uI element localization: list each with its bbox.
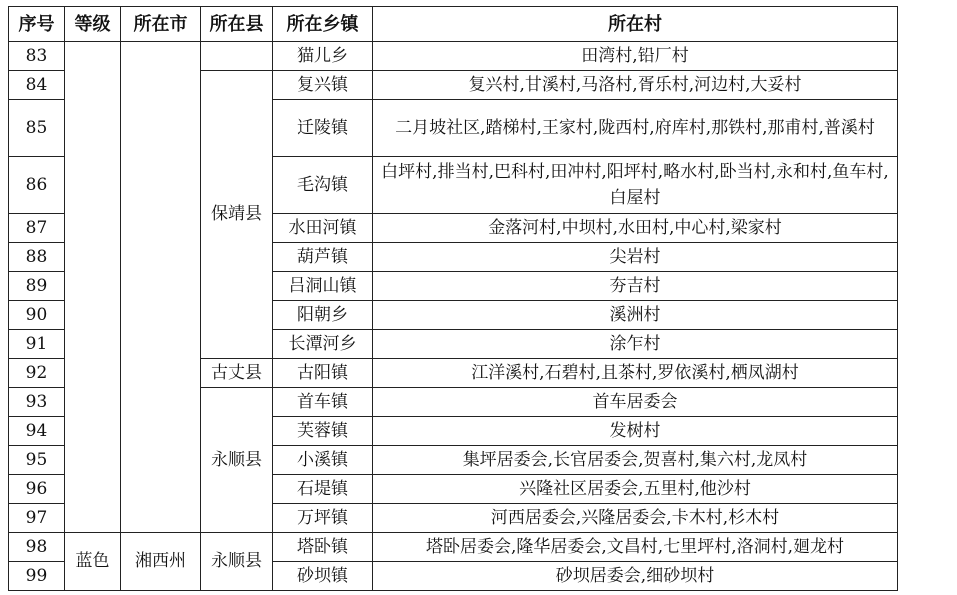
town-cell: 迁陵镇 xyxy=(273,100,373,157)
village-cell: 田湾村,铅厂村 xyxy=(373,42,898,71)
village-table-container xyxy=(8,6,898,591)
town-cell: 水田河镇 xyxy=(273,214,373,243)
header-seq: 序号 xyxy=(9,7,65,42)
seq-cell: 86 xyxy=(9,157,65,214)
table-row xyxy=(9,533,898,562)
village-cell: 夯吉村 xyxy=(373,272,898,301)
county-cell-guzhang: 古丈县 xyxy=(201,359,273,388)
seq-cell: 93 xyxy=(9,388,65,417)
seq-cell: 92 xyxy=(9,359,65,388)
seq-cell: 95 xyxy=(9,446,65,475)
header-level: 等级 xyxy=(65,7,121,42)
seq-cell: 84 xyxy=(9,71,65,100)
seq-cell: 88 xyxy=(9,243,65,272)
header-village: 所在村 xyxy=(373,7,898,42)
town-cell: 小溪镇 xyxy=(273,446,373,475)
village-cell: 涂乍村 xyxy=(373,330,898,359)
village-cell: 首车居委会 xyxy=(373,388,898,417)
town-cell: 复兴镇 xyxy=(273,71,373,100)
town-cell: 葫芦镇 xyxy=(273,243,373,272)
village-cell: 集坪居委会,长官居委会,贺喜村,集六村,龙凤村 xyxy=(373,446,898,475)
village-cell: 溪洲村 xyxy=(373,301,898,330)
seq-cell: 91 xyxy=(9,330,65,359)
town-cell: 吕洞山镇 xyxy=(273,272,373,301)
village-cell: 金落河村,中坝村,水田村,中心村,梁家村 xyxy=(373,214,898,243)
seq-cell: 83 xyxy=(9,42,65,71)
town-cell: 古阳镇 xyxy=(273,359,373,388)
village-cell: 复兴村,甘溪村,马洛村,胥乐村,河边村,大妥村 xyxy=(373,71,898,100)
village-cell: 白坪村,排当村,巴科村,田冲村,阳坪村,略水村,卧当村,永和村,鱼车村,白屋村 xyxy=(373,157,898,214)
town-cell: 阳朝乡 xyxy=(273,301,373,330)
county-cell-yongshun: 永顺县 xyxy=(201,388,273,533)
town-cell: 毛沟镇 xyxy=(273,157,373,214)
town-cell: 首车镇 xyxy=(273,388,373,417)
county-cell-baojing: 保靖县 xyxy=(201,71,273,359)
town-cell: 砂坝镇 xyxy=(273,562,373,591)
village-cell: 河西居委会,兴隆居委会,卡木村,杉木村 xyxy=(373,504,898,533)
town-cell: 猫儿乡 xyxy=(273,42,373,71)
seq-cell: 99 xyxy=(9,562,65,591)
seq-cell: 85 xyxy=(9,100,65,157)
town-cell: 塔卧镇 xyxy=(273,533,373,562)
county-cell-yongshun-b: 永顺县 xyxy=(201,533,273,591)
town-cell: 芙蓉镇 xyxy=(273,417,373,446)
village-cell: 兴隆社区居委会,五里村,他沙村 xyxy=(373,475,898,504)
seq-cell: 96 xyxy=(9,475,65,504)
town-cell: 石堤镇 xyxy=(273,475,373,504)
village-table xyxy=(8,6,898,591)
village-cell: 江洋溪村,石碧村,且茶村,罗依溪村,栖凤湖村 xyxy=(373,359,898,388)
city-cell: 湘西州 xyxy=(121,533,201,591)
seq-cell: 89 xyxy=(9,272,65,301)
county-cell-empty xyxy=(201,42,273,71)
town-cell: 万坪镇 xyxy=(273,504,373,533)
header-row xyxy=(9,7,898,42)
village-cell: 塔卧居委会,隆华居委会,文昌村,七里坪村,洛洞村,廻龙村 xyxy=(373,533,898,562)
header-city: 所在市 xyxy=(121,7,201,42)
village-cell: 尖岩村 xyxy=(373,243,898,272)
level-cell-empty xyxy=(65,42,121,533)
seq-cell: 87 xyxy=(9,214,65,243)
town-cell: 长潭河乡 xyxy=(273,330,373,359)
village-cell: 二月坡社区,踏梯村,王家村,陇西村,府库村,那铁村,那甫村,普溪村 xyxy=(373,100,898,157)
village-cell: 发树村 xyxy=(373,417,898,446)
seq-cell: 90 xyxy=(9,301,65,330)
level-cell: 蓝色 xyxy=(65,533,121,591)
header-town: 所在乡镇 xyxy=(273,7,373,42)
village-cell: 砂坝居委会,细砂坝村 xyxy=(373,562,898,591)
seq-cell: 98 xyxy=(9,533,65,562)
city-cell-empty xyxy=(121,42,201,533)
table-row xyxy=(9,42,898,71)
seq-cell: 97 xyxy=(9,504,65,533)
seq-cell: 94 xyxy=(9,417,65,446)
header-county: 所在县 xyxy=(201,7,273,42)
